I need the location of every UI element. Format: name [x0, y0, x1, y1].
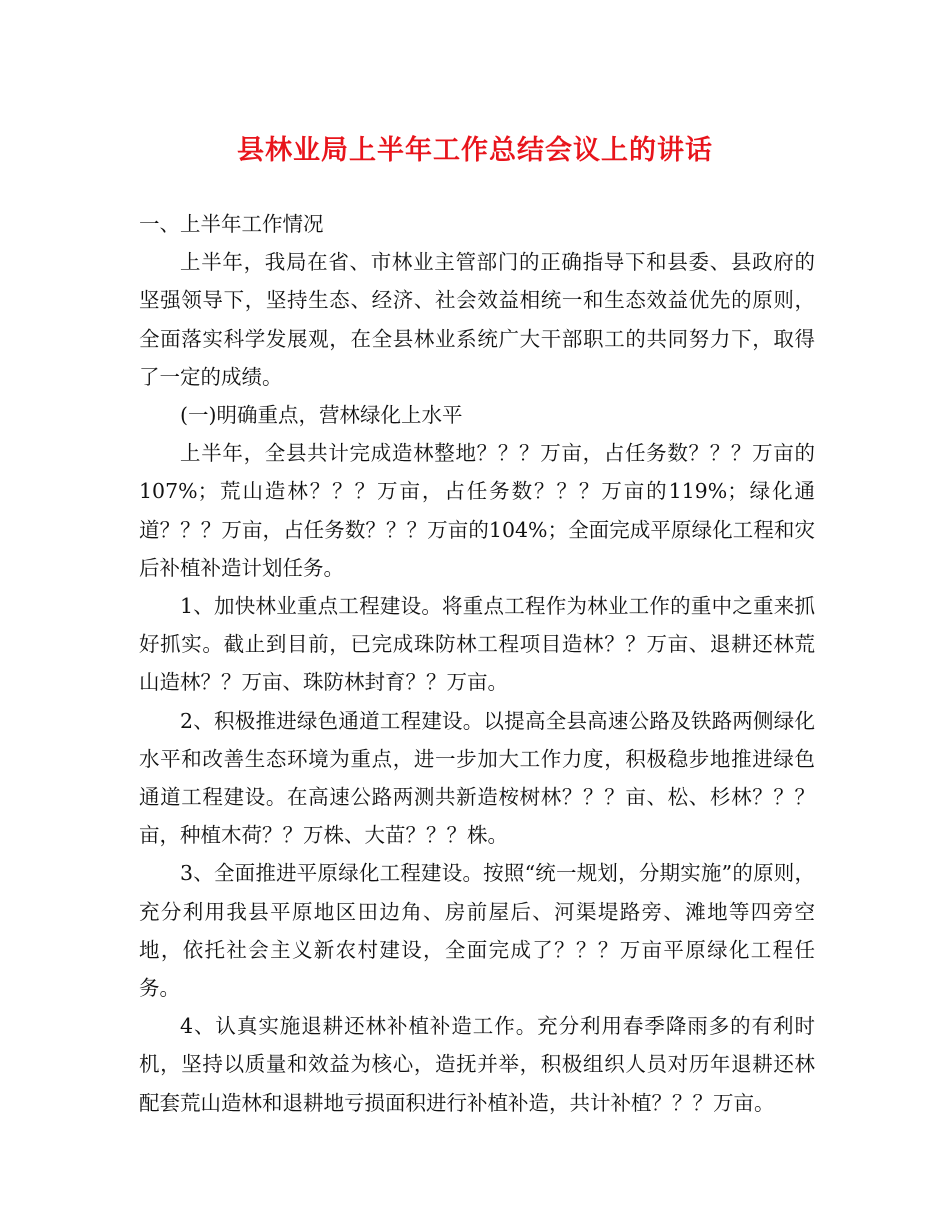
document-body — [139, 205, 815, 1122]
paragraph: 上半年，我局在省、市林业主管部门的正确指导下和县委、县政府的坚强领导下，坚持生态、经济、社会效益相统一和生态效益优先的原则，全面落实科学发展观，在全县林业系统广大干部职工的共同努力下，取得了一定的成绩。 — [139, 250, 815, 389]
paragraph: 3、全面推进平原绿化工程建设。按照“统一规划，分期实施”的原则，充分利用我县平原地区田边角、房前屋后、河渠堤路旁、滩地等四旁空地，依托社会主义新农村建设，全面完成了？？？万亩平原绿化工程任务。 — [139, 861, 815, 1001]
paragraph: 上半年，全县共计完成造林整地？？？万亩，占任务数？？？万亩的107%；荒山造林？？？万亩，占任务数？？？万亩的119%；绿化通道？？？万亩，占任务数？？？万亩的104%；全面完成平原绿化工程和灾后补植补造计划任务。 — [139, 441, 815, 580]
document-title: 县林业局上半年工作总结会议上的讲话 — [237, 135, 713, 166]
paragraph: 4、认真实施退耕还林补植补造工作。充分利用春季降雨多的有利时机，坚持以质量和效益为核心，造抚并举，积极组织人员对历年退耕还林配套荒山造林和退耕地亏损面积进行补植补造，共计补植？？？万亩。 — [139, 1014, 815, 1115]
paragraph: 2、积极推进绿色通道工程建设。以提高全县高速公路及铁路两侧绿化水平和改善生态环境为重点，进一步加大工作力度，积极稳步地推进绿色通道工程建设。在高速公路两测共新造桉树林？？？亩、松、杉林？？？亩，种植木荷？？万株、大苗？？？株。 — [139, 708, 815, 848]
paragraph: 1、加快林业重点工程建设。将重点工程作为林业工作的重中之重来抓好抓实。截止到目前，已完成珠防林工程项目造林？？万亩、退耕还林荒山造林？？万亩、珠防林封育？？万亩。 — [139, 594, 815, 695]
subsection-heading: (一)明确重点，营林绿化上水平 — [180, 403, 463, 428]
section-heading: 一、上半年工作情况 — [139, 212, 324, 236]
